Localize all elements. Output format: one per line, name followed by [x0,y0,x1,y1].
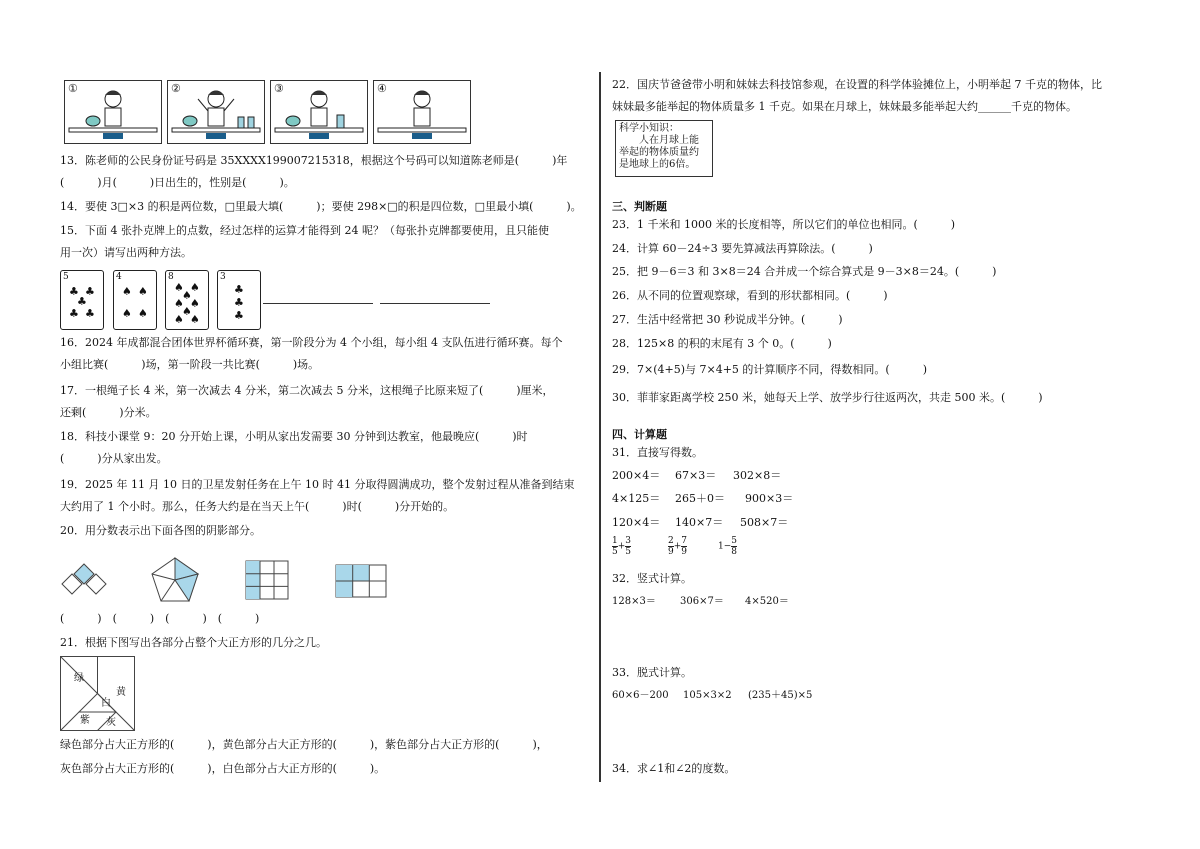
q31: 31．直接写得数。 [612,446,703,459]
label-green: 绿 [74,673,84,684]
calc32-item: 306×7＝ [680,596,724,607]
answer-line-1[interactable] [263,303,373,304]
q18-line1: 18．科技小课堂 9：20 分开始上课，小明从家出发需要 30 分钟到达教室，他最晚应( )时 [60,430,528,443]
boy-bottle-illustration [271,81,367,143]
card-4-spades: 4 ♠ ♠ ♠ ♠ [113,270,157,330]
note-line: 人在月球上能 [619,135,699,146]
note-line: 是地球上的6倍。 [619,159,696,170]
q22-line1: 22．国庆节爸爸带小明和妹妹去科技馆参观，在设置的科学体验摊位上，小明举起 7 千克的物体，比 [612,78,1102,91]
boy-standing-illustration [374,81,470,143]
q14: 14．要使 3□×3 的积是两位数，□里最大填( )；要使 298×□的积是四位数，□里最小填( )。 [60,200,582,213]
label-purple: 紫 [80,715,90,726]
tangram-square-figure [60,656,135,731]
q30: 30．菲菲家距离学校 250 米，她每天上学、放学步行往返两次，共走 500 米。( ) [612,391,1043,404]
calc33-item: 60×6－200 [612,690,669,701]
q17-line2: 还剩( )分米。 [60,406,157,419]
comic-panel-1 [64,80,162,144]
comic-panel-2 [167,80,265,144]
note-line: 举起的物体质量约 [619,147,699,158]
fraction-expression-3: $1-\frac{5}{8}$ [718,536,738,557]
science-note-box [615,120,713,177]
q20: 20．用分数表示出下面各图的阴影部分。 [60,524,261,537]
comic-panel-4 [373,80,471,144]
q24: 24．计算 60－24÷3 要先算减法再算除法。( ) [612,242,873,255]
q20-answer-blanks: ( ) ( ) ( ) ( ) [60,612,260,625]
calc33-item: 105×3×2 [683,690,732,701]
card-5-clubs: 5 ♣ ♣ ♣ ♣ ♣ [60,270,104,330]
q26: 26．从不同的位置观察球，看到的形状都相同。( ) [612,289,888,302]
fraction-expression-1: $\frac{1}{5}$ $+\frac{3}{5}$ [612,536,632,557]
label-yellow: 黄 [116,687,126,698]
q27: 27．生活中经常把 30 秒说成半分钟。( ) [612,313,843,326]
card-rank: 5 [63,272,69,282]
q13-line2: ( )月( )日出生的，性别是( )。 [60,176,295,189]
card-rank: 4 [116,272,122,282]
card-rank: 3 [220,272,226,282]
calc-item: 265＋0＝ [675,492,725,505]
card-3-clubs: 3 ♣ ♣ ♣ [217,270,261,330]
section-4-title: 四、计算题 [612,428,667,441]
calc32-item: 128×3＝ [612,596,656,607]
q23: 23．1 千米和 1000 米的长度相等，所以它们的单位也相同。( ) [612,218,956,231]
column-divider [599,72,601,782]
grid-2x3-figure [335,564,387,598]
calc33-item: (235＋45)×5 [748,690,813,701]
q19-line2: 大约用了 1 个小时。那么，任务大约是在当天上午( )时( )分开始的。 [60,500,455,513]
boy-arms-up-illustration [168,81,264,143]
card-8-spades: 8 ♠ ♠ ♠ ♠ ♠ ♠ ♠ ♠ [165,270,209,330]
boy-balance-illustration [65,81,161,143]
comic-panel-3 [270,80,368,144]
label-white: 白 [101,698,111,709]
q21: 21．根据下图写出各部分占整个大正方形的几分之几。 [60,636,327,649]
q21-answer-line1: 绿色部分占大正方形的( )，黄色部分占大正方形的( )，紫色部分占大正方形的( )， [60,738,548,751]
q22-line2: 妹妹最多能举起的物体质量多 1 千克。如果在月球上，妹妹最多能举起大约______千克的物体。 [612,100,1077,113]
label-gray: 灰 [106,717,116,728]
calc-item: 302×8＝ [733,469,782,482]
fraction-expression-2: $\frac{2}{9}$ $+\frac{7}{9}$ [668,536,688,557]
q32: 32．竖式计算。 [612,572,692,585]
calc-item: 508×7＝ [740,516,789,529]
panel-number: ② [171,82,181,95]
q29: 29．7×(4+5)与 7×4+5 的计算顺序不同，得数相同。( ) [612,363,928,376]
answer-line-2[interactable] [380,303,490,304]
pentagon-figure [150,556,200,604]
calc-item: 120×4＝ [612,516,661,529]
q18-line2: ( )分从家出发。 [60,452,168,465]
q25: 25．把 9－6＝3 和 3×8＝24 合并成一个综合算式是 9－3×8＝24。( ) [612,265,997,278]
note-title: 科学小知识： [619,123,679,134]
card-rank: 8 [168,272,174,282]
q34: 34．求∠1和∠2的度数。 [612,762,736,775]
panel-number: ③ [274,82,284,95]
calc-item: 140×7＝ [675,516,724,529]
panel-number: ① [68,82,78,95]
diamond-chain-figure [60,562,112,602]
q17-line1: 17．一根绳子长 4 米，第一次减去 4 分米，第二次减去 5 分米，这根绳子比原来短了( )厘米， [60,384,554,397]
q15-line2: 用一次）请写出两种方法。 [60,246,192,259]
calc-item: 900×3＝ [745,492,794,505]
grid-3x3-figure [245,560,289,600]
q21-answer-line2: 灰色部分占大正方形的( )，白色部分占大正方形的( )。 [60,762,386,775]
q15-line1: 15．下面 4 张扑克牌上的点数，经过怎样的运算才能得到 24 呢？（每张扑克牌都要使用，且只能使 [60,224,549,237]
q16-line1: 16．2024 年成都混合团体世界杯循环赛，第一阶段分为 4 个小组，每小组 4 支队伍进行循环赛。每个 [60,336,563,349]
calc-item: 4×125＝ [612,492,661,505]
calc32-item: 4×520＝ [745,596,789,607]
panel-number: ④ [377,82,387,95]
q28: 28．125×8 的积的末尾有 3 个 0。( ) [612,337,832,350]
calc-item: 200×4＝ [612,469,661,482]
q16-line2: 小组比赛( )场，第一阶段一共比赛( )场。 [60,358,320,371]
section-3-title: 三、判断题 [612,200,667,213]
q13-line1: 13．陈老师的公民身份证号码是 35XXXX199007215318，根据这个号码可以知道陈老师是( )年 [60,154,568,167]
q19-line1: 19．2025 年 11 月 10 日的卫星发射任务在上午 10 时 41 分取得圆满成功，整个发射过程从准备到结束 [60,478,575,491]
calc-item: 67×3＝ [675,469,717,482]
q33: 33．脱式计算。 [612,666,692,679]
